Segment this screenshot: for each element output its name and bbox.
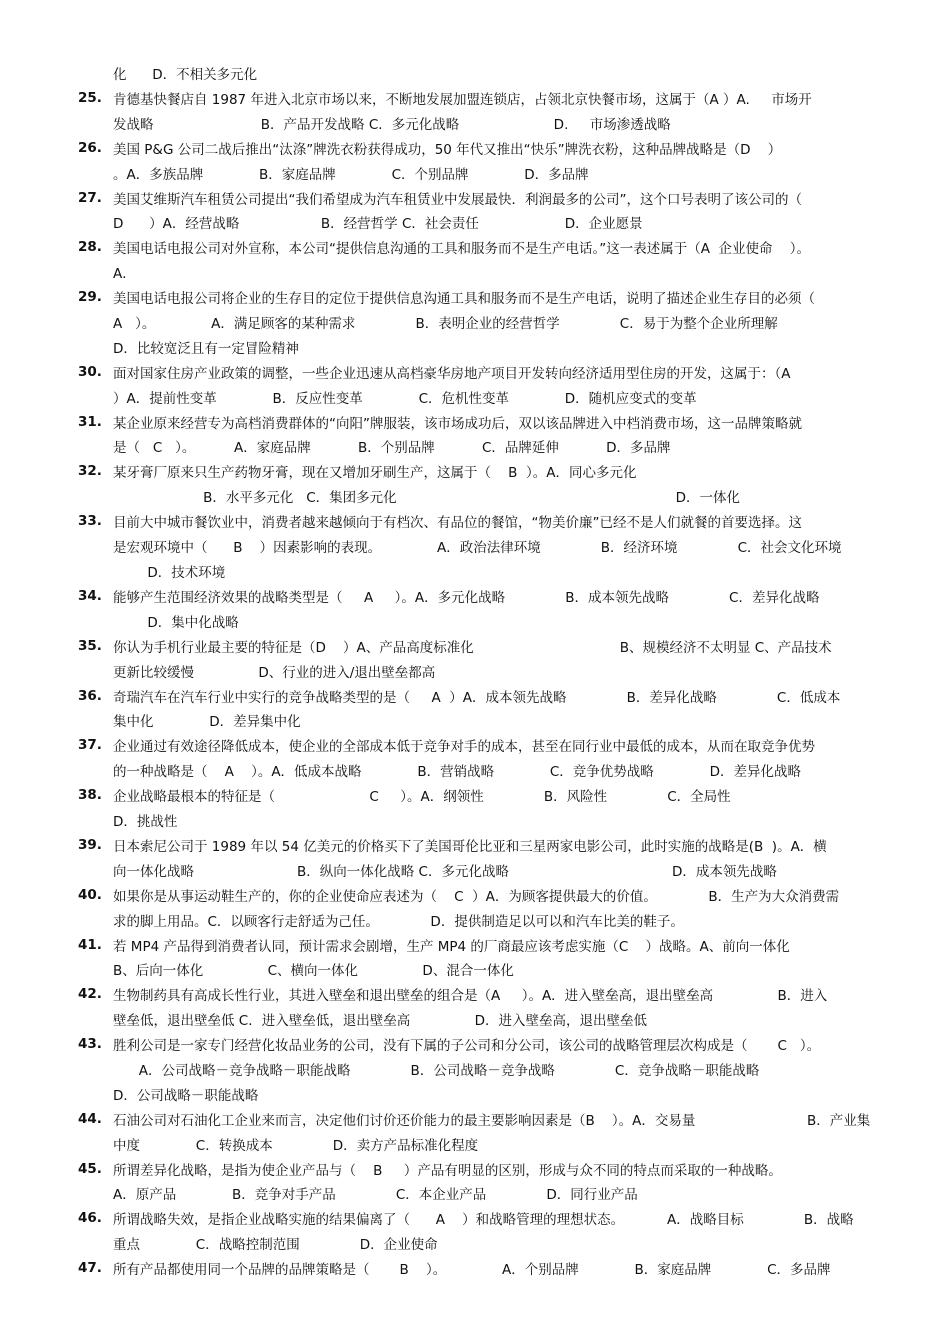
question-text-line: 是宏观环境中（ B ）因素影响的表现。 A．政治法律环境 B．经济环境 C．社会文化环境 xyxy=(113,540,842,557)
question-number: 33. xyxy=(78,513,102,530)
question-text-line: 向一体化战略 B．纵向一体化战略 C．多元化战略 D．成本领先战略 xyxy=(113,863,777,880)
question-number: 38. xyxy=(78,787,102,804)
question-text-line: 如果你是从事运动鞋生产的，你的企业使命应表述为（ C ）A．为顾客提供最大的价值。 B．生产为大众消费需 xyxy=(113,888,840,905)
question-number: 25. xyxy=(78,89,102,106)
question-number: 43. xyxy=(78,1036,102,1053)
question-number: 28. xyxy=(78,239,102,256)
question-text-line: 的一种战略是（ A ）。A．低成本战略 B．营销战略 C．竞争优势战略 D．差异化战略 xyxy=(113,764,801,781)
question-text-line: 面对国家住房产业政策的调整，一些企业迅速从高档豪华房地产项目开发转向经济适用型住房的开发，这属于：（A xyxy=(113,365,791,382)
question-text-line: 生物制药具有高成长性行业，其进入壁垒和退出壁垒的组合是（A ）。A．进入壁垒高，退出壁垒高 B．进入 xyxy=(113,988,828,1005)
question-number: 40. xyxy=(78,886,102,903)
question-text-line: 目前大中城市餐饮业中，消费者越来越倾向于有档次、有品位的餐馆，“物美价廉”已经不是人们就餐的首要选择。这 xyxy=(113,515,802,532)
question-text-line: 化 D．不相关多元化 xyxy=(113,67,258,83)
question-text-line: 美国电话电报公司将企业的生存目的定位于提供信息沟通工具和服务而不是生产电话，说明了描述企业生存目的必须（ xyxy=(113,291,815,308)
question-text-line: 企业通过有效途径降低成本，使企业的全部成本低于竞争对手的成本，甚至在同行业中最低的成本，从而在取竞争优势 xyxy=(113,739,815,756)
question-number: 34. xyxy=(78,587,102,604)
question-number: 32. xyxy=(78,463,102,480)
question-number: 31. xyxy=(78,413,102,430)
question-number: 29. xyxy=(78,289,102,306)
question-number: 41. xyxy=(78,936,102,953)
question-text-line: 更新比较缓慢 D、行业的进入/退出壁垒都高 xyxy=(113,664,436,681)
question-text-line: 发战略 B．产品开发战略 C．多元化战略 D. 市场渗透战略 xyxy=(113,116,671,133)
question-number: 30. xyxy=(78,363,102,380)
question-number: 35. xyxy=(78,637,102,654)
question-text-line: 。A．多族品牌 B．家庭品牌 C．个别品牌 D．多品牌 xyxy=(113,166,589,183)
question-text-line: B、后向一体化 C、横向一体化 D、混合一体化 xyxy=(113,963,514,980)
question-text-line: 集中化 D．差异集中化 xyxy=(113,714,301,731)
question-number: 47. xyxy=(78,1260,102,1277)
question-text-line: 企业战略最根本的特征是（ C ）。A．纲领性 B．风险性 C．全局性 xyxy=(113,789,731,806)
question-number: 44. xyxy=(78,1110,102,1127)
question-number: 27. xyxy=(78,189,102,206)
question-text-line: A ）。 A．满足顾客的某种需求 B．表明企业的经营哲学 C．易于为整个企业所理解 xyxy=(113,315,778,332)
question-text-line: 所谓差异化战略，是指为使企业产品与（ B ）产品有明显的区别，形成与众不同的特点而采取的一种战略。 xyxy=(113,1162,782,1179)
question-text-line: 石油公司对石油化工企业来而言，决定他们讨价还价能力的最主要影响因素是（B ）。A．交易量 B．产业集 xyxy=(113,1112,871,1129)
question-text-line: 日本索尼公司于 1989 年以 54 亿美元的价格买下了美国哥伦比亚和三星两家电影公司，此时实施的战略是(B )。A．横 xyxy=(113,838,827,855)
question-text-line: 中度 C．转换成本 D．卖方产品标准化程度 xyxy=(113,1137,479,1154)
question-text-line: 所谓战略失效，是指企业战略实施的结果偏离了（ A ）和战略管理的理想状态。 A．战略目标 B．战略 xyxy=(113,1212,854,1229)
question-text-line: 肯德基快餐店自 1987 年进入北京市场以来，不断地发展加盟连锁店，占领北京快餐市场，这属于（A ）A. 市场开 xyxy=(113,91,812,108)
question-text-line: D．集中化战略 xyxy=(113,614,239,631)
question-text-line: D．挑战性 xyxy=(113,813,178,830)
question-text-line: A．原产品 B．竞争对手产品 C．本企业产品 D．同行业产品 xyxy=(113,1187,638,1204)
question-text-line: 美国电话电报公司对外宣称，本公司“提供信息沟通的工具和服务而不是生产电话。”这一表述属于（A 企业使命 ）。 xyxy=(113,241,810,258)
question-text-line: A． xyxy=(113,266,136,283)
question-text-line: 美国 P&G 公司二战后推出“汰涤”牌洗衣粉获得成功，50 年代又推出“快乐”牌洗衣粉，这种品牌战略是（D ） xyxy=(113,141,782,158)
question-number: 46. xyxy=(78,1210,102,1227)
question-number: 45. xyxy=(78,1160,102,1177)
question-number: 36. xyxy=(78,687,102,704)
question-text-line: 奇瑞汽车在汽车行业中实行的竞争战略类型的是（ A ）A．成本领先战略 B．差异化战略 C．低成本 xyxy=(113,689,841,706)
question-text-line: B．水平多元化 C．集团多元化 D．一体化 xyxy=(113,490,741,507)
question-number: 39. xyxy=(78,836,102,853)
question-number: 37. xyxy=(78,737,102,754)
question-text-line: 求的脚上用品。C．以顾客行走舒适为己任。 D．提供制造足以可以和汽车比美的鞋子。 xyxy=(113,913,684,930)
question-text-line: 某牙膏厂原来只生产药物牙膏，现在又增加牙刷生产，这属于（ B ）。A．同心多元化 xyxy=(113,465,637,482)
question-text-line: 重点 C．战略控制范围 D．企业使命 xyxy=(113,1237,438,1254)
question-text-line: 壁垒低，退出壁垒低 C．进入壁垒低，退出壁垒高 D．进入壁垒高，退出壁垒低 xyxy=(113,1013,647,1030)
question-text-line: D ）A．经营战略 B．经营哲学 C．社会责任 D．企业愿景 xyxy=(113,216,643,233)
question-text-line: 能够产生范围经济效果的战略类型是（ A ）。A．多元化战略 B．成本领先战略 C．差异化战略 xyxy=(113,589,820,606)
question-text-line: 所有产品都使用同一个品牌的品牌策略是（ B ）。 A．个别品牌 B．家庭品牌 C．多品牌 xyxy=(113,1262,831,1279)
question-text-line: ）A．提前性变革 B．反应性变革 C．危机性变革 D．随机应变式的变革 xyxy=(113,390,697,407)
question-text-line: 若 MP4 产品得到消费者认同，预计需求会剧增，生产 MP4 的厂商最应该考虑实施（C ）战略。A、前向一体化 xyxy=(113,938,790,955)
question-text-line: 胜利公司是一家专门经营化妆品业务的公司，没有下属的子公司和分公司，该公司的战略管理层次构成是（ C ）。 xyxy=(113,1038,821,1055)
question-number: 42. xyxy=(78,986,102,1003)
question-text-line: D．技术环境 xyxy=(113,564,226,581)
question-text-line: A．公司战略－竞争战略－职能战略 B．公司战略－竞争战略 C．竞争战略－职能战略 xyxy=(113,1062,760,1079)
question-number: 26. xyxy=(78,139,102,156)
question-text-line: 你认为手机行业最主要的特征是（D ）A、产品高度标准化 B、规模经济不太明显 C、产品技术 xyxy=(113,639,832,656)
question-text-line: D．比较宽泛且有一定冒险精神 xyxy=(113,340,299,357)
question-text-line: 美国艾维斯汽车租赁公司提出“我们希望成为汽车租赁业中发展最快．利润最多的公司”，这个口号表明了该公司的（ xyxy=(113,191,802,208)
question-text-line: D．公司战略－职能战略 xyxy=(113,1087,259,1104)
question-text-line: 某企业原来经营专为高档消费群体的“向阳”牌服装，该市场成功后，双以该品牌进入中档消费市场，这一品牌策略就 xyxy=(113,415,802,432)
question-text-line: 是（ C ）。 A．家庭品牌 B．个别品牌 C．品牌延伸 D．多品牌 xyxy=(113,440,671,457)
